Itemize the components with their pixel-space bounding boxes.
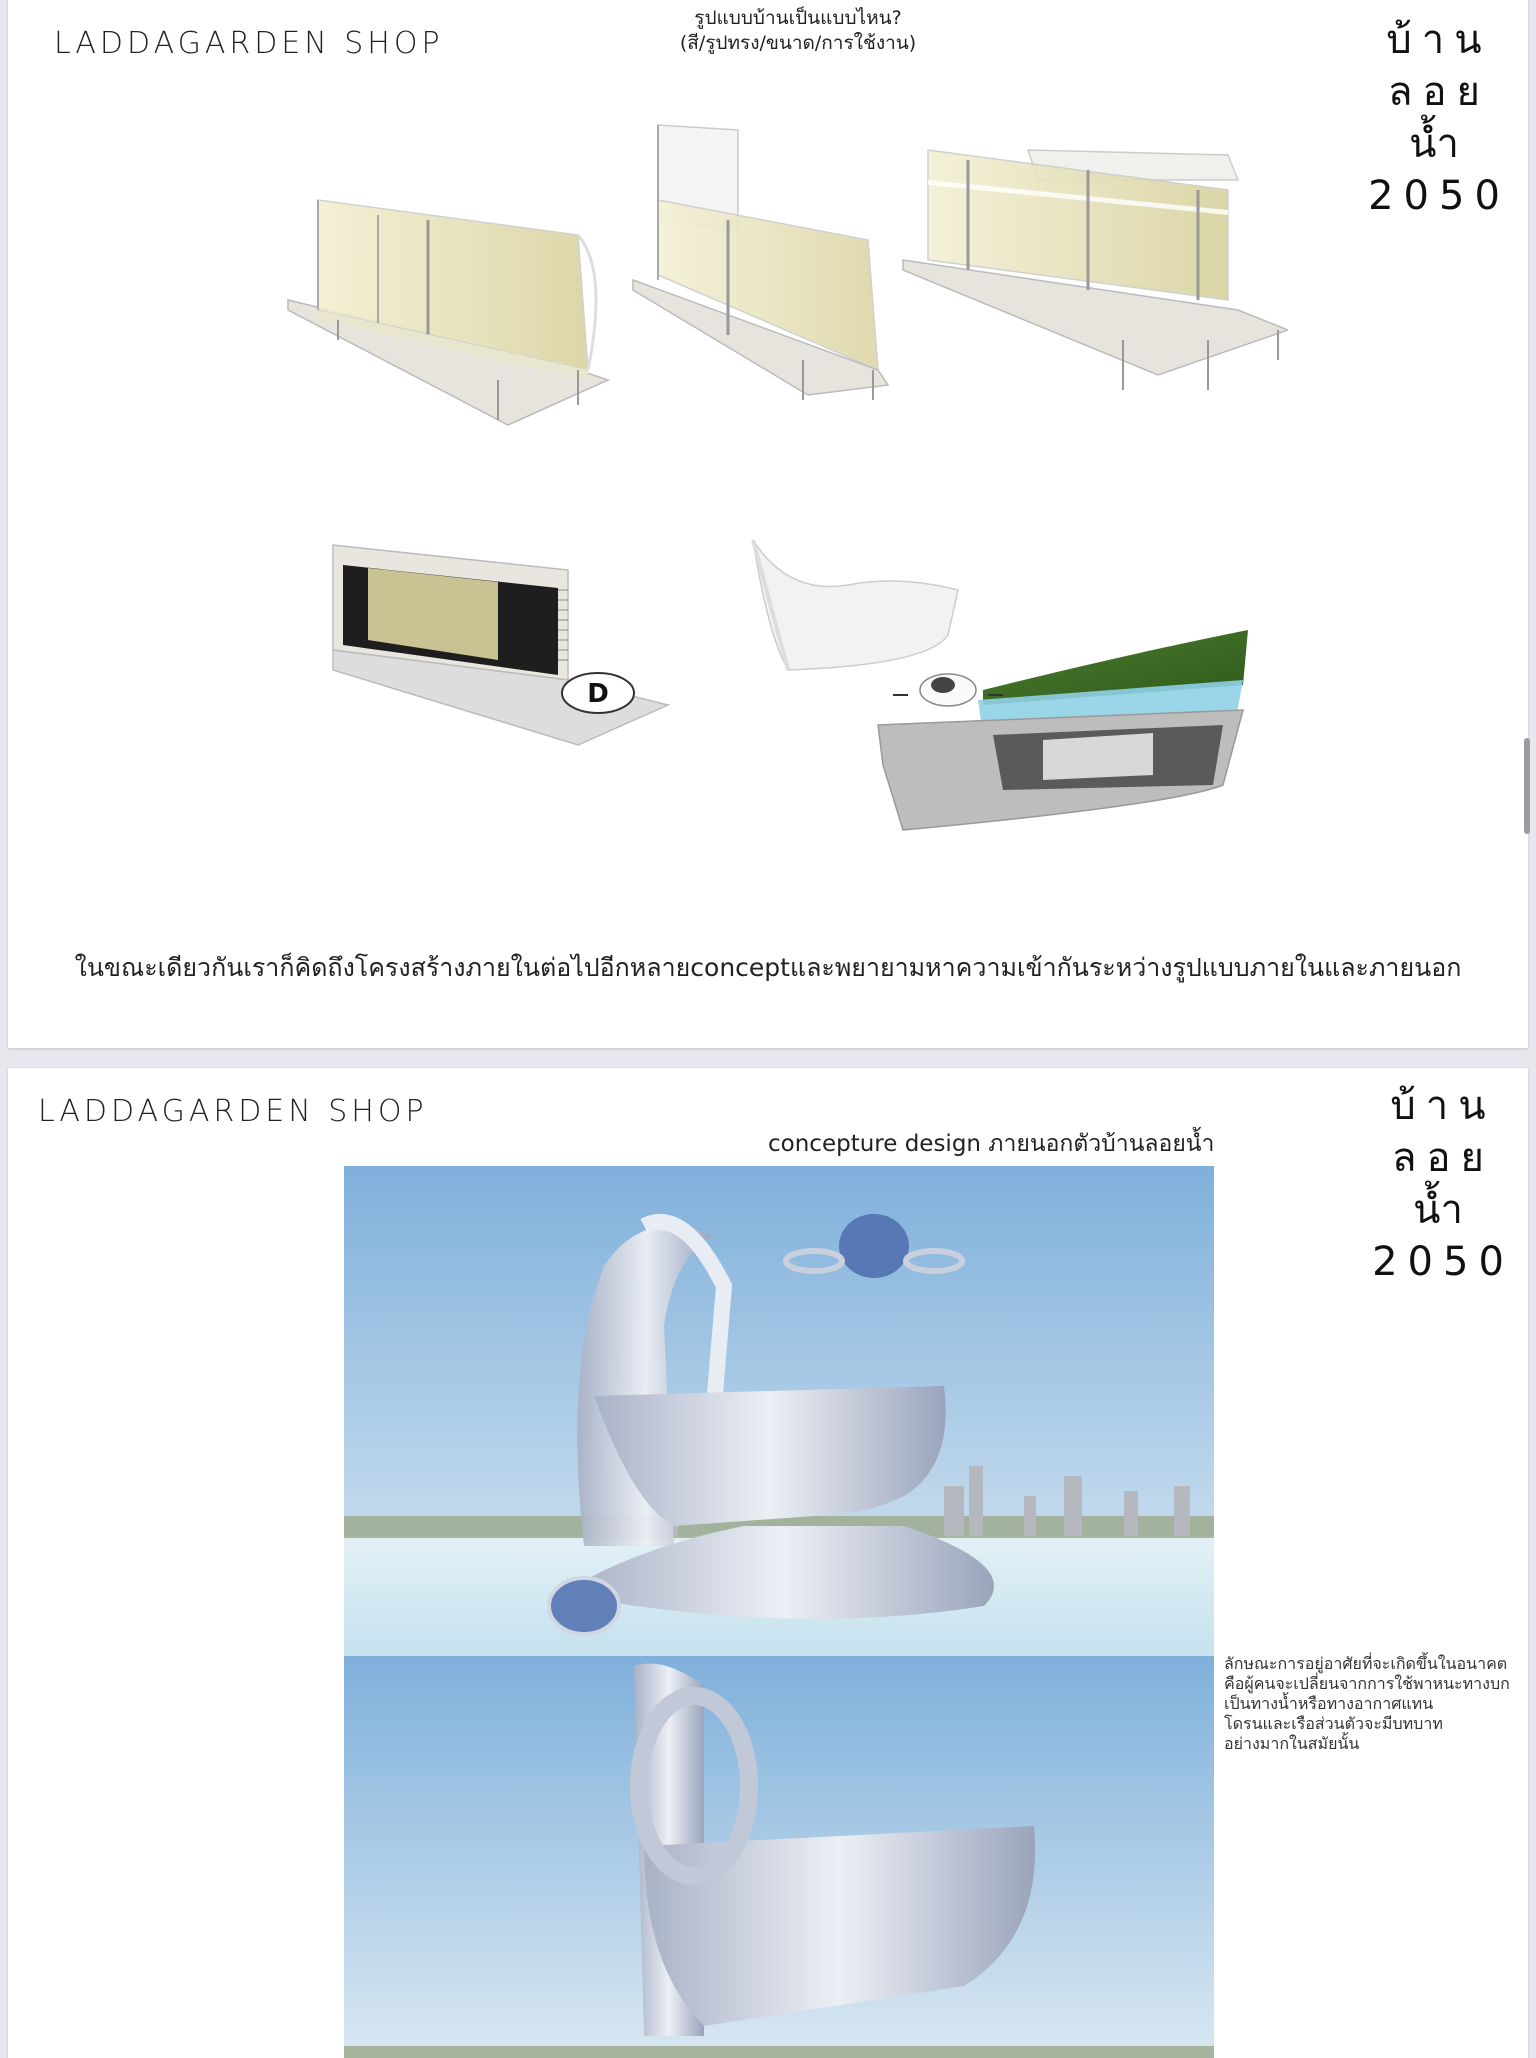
title-line-3: น้ำ [1413,1187,1473,1233]
slide-2 [8,1068,1528,2058]
slide-1-caption: ในขณะเดียวกันเราก็คิดถึงโครงสร้างภายในต่อไปอีกหลายconceptและพยายามหาความเข้ากันระหว่างรูปแบบภายในและภายนอก [74,953,1462,982]
concept-subtitle: concepture design ภายนอกตัวบ้านลอยน้ำ [768,1131,1215,1157]
question-line-2: (สี/รูปทรง/ขนาด/การใช้งาน) [679,32,917,54]
title-line-2: ลอย [1388,69,1490,115]
note-line-4: โดรนและเรือส่วนตัวจะมีบทบาท [1224,1714,1443,1733]
title-line-4: 2050 [1368,173,1510,219]
project-title [1368,1080,1518,1288]
brand-logo: LADDAGARDEN SHOP [38,1094,428,1129]
render-glass-pod-2 [628,120,898,410]
title-line-4: 2050 [1372,1239,1514,1285]
title-line-1: บ้าน [1386,17,1492,63]
note-line-5: อย่างมากในสมัยนั้น [1224,1734,1360,1753]
render-container-drone-pad [328,540,678,750]
note-line-2: คือผู้คนจะเปลี่ยนจากการใช้พาหนะทางบก [1224,1674,1510,1693]
render-floating-house-concept [344,1166,1214,2058]
slide-1 [8,0,1528,1048]
note-line-1: ลักษณะการอยู่อาศัยที่จะเกิดขึ้นในอนาคต [1224,1654,1508,1673]
project-title [1364,14,1514,222]
title-line-1: บ้าน [1390,1083,1496,1129]
question-line-1: รูปแบบบ้านเป็นแบบไหน? [694,7,902,29]
concept-note [1224,1654,1524,1754]
drone-pad-letter: D [587,679,609,709]
render-glass-pod-1 [278,190,618,430]
scrollbar-thumb[interactable] [1524,738,1530,834]
render-boat-house-garden [873,625,1253,840]
title-line-2: ลอย [1392,1135,1494,1181]
brand-logo: LADDAGARDEN SHOP [54,26,444,61]
title-line-3: น้ำ [1409,121,1469,167]
design-question [618,6,978,56]
note-line-3: เป็นทางน้ำหรือทางอากาศแทน [1224,1694,1434,1713]
render-glass-pod-3 [898,140,1288,400]
